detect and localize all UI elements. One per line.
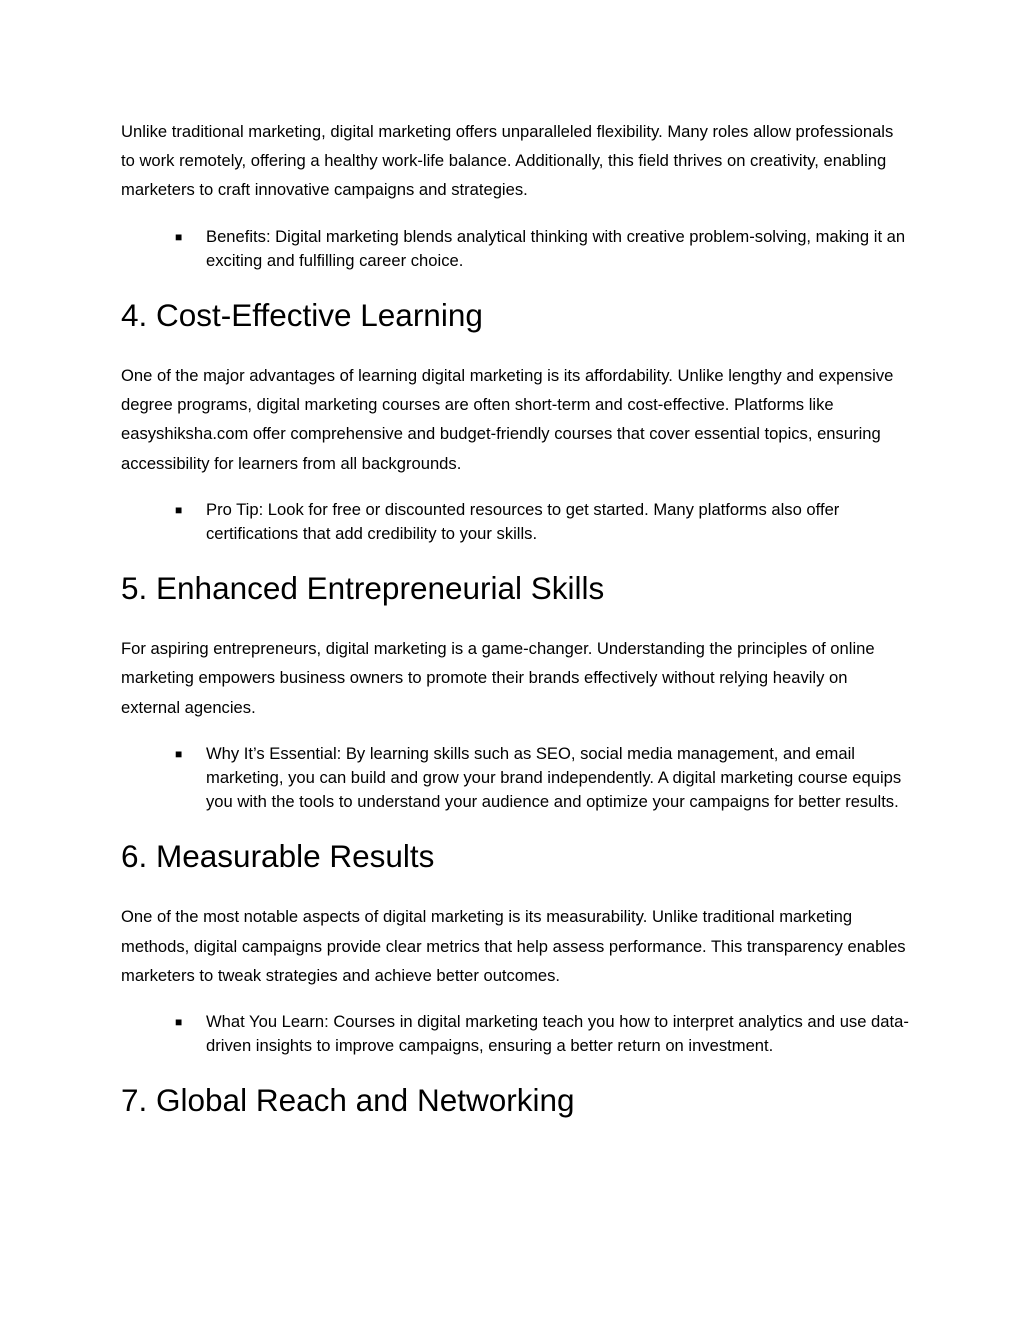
section-heading: 7. Global Reach and Networking	[121, 1082, 575, 1119]
bullet-text: Pro Tip: Look for free or discounted resources to get started. Many platforms also offer certifications that add credibility to your skills.	[206, 499, 840, 544]
bullet-item	[175, 1010, 911, 1058]
section-paragraph: For aspiring entrepreneurs, digital marketing is a game-changer. Understanding the principles of online marketing empowers business owners to promote their brands effectively without relying heavily on external agencies.	[121, 639, 875, 717]
section-bullet-list	[121, 1010, 911, 1058]
bullet-text: Benefits: Digital marketing blends analytical thinking with creative problem-solving, making it an exciting and fulfilling career choice.	[206, 226, 906, 270]
bullet-item	[175, 742, 911, 815]
section-heading: 5. Enhanced Entrepreneurial Skills	[121, 570, 605, 607]
bullet-text: Why It’s Essential: By learning skills such as SEO, social media management, and email marketing, you can build and grow your brand independently. A digital marketing course equips you with the tools to understand your audience and optimize your campaigns for better results.	[206, 743, 902, 812]
square-bullet-icon: ■	[175, 502, 183, 517]
section-paragraph: One of the most notable aspects of digital marketing is its measurability. Unlike traditional marketing methods, digital campaigns provide clear metrics that help assess performance. This transparency enables marketers to tweak strategies and achieve better outcomes.	[121, 907, 906, 985]
section-heading: 4. Cost-Effective Learning	[121, 297, 483, 334]
square-bullet-icon: ■	[175, 229, 183, 244]
bullet-item	[175, 225, 911, 273]
square-bullet-icon: ■	[175, 746, 183, 761]
section-bullet-list	[121, 498, 911, 546]
bullet-item	[175, 498, 911, 546]
square-bullet-icon: ■	[175, 1015, 183, 1030]
document-content	[121, 117, 911, 1120]
section-bullet-list	[121, 742, 911, 815]
intro-paragraph: Unlike traditional marketing, digital marketing offers unparalleled flexibility. Many roles allow professionals to work remotely, offering a healthy work-life balance. Additionally, this field thrives on creativity, enabling marketers to craft innovative campaigns and strategies.	[121, 122, 894, 200]
section-paragraph: One of the major advantages of learning digital marketing is its affordability. Unlike lengthy and expensive degree programs, digital marketing courses are often short-term and cost-effective. Platforms like easyshiksha.com offer comprehensive and budget-friendly courses that cover essential topics, ensuring accessibility for learners from all backgrounds.	[121, 366, 894, 473]
intro-bullet-list	[121, 225, 911, 273]
section-heading: 6. Measurable Results	[121, 838, 435, 875]
bullet-text: What You Learn: Courses in digital marketing teach you how to interpret analytics and use data-driven insights to improve campaigns, ensuring a better return on investment.	[206, 1012, 909, 1056]
